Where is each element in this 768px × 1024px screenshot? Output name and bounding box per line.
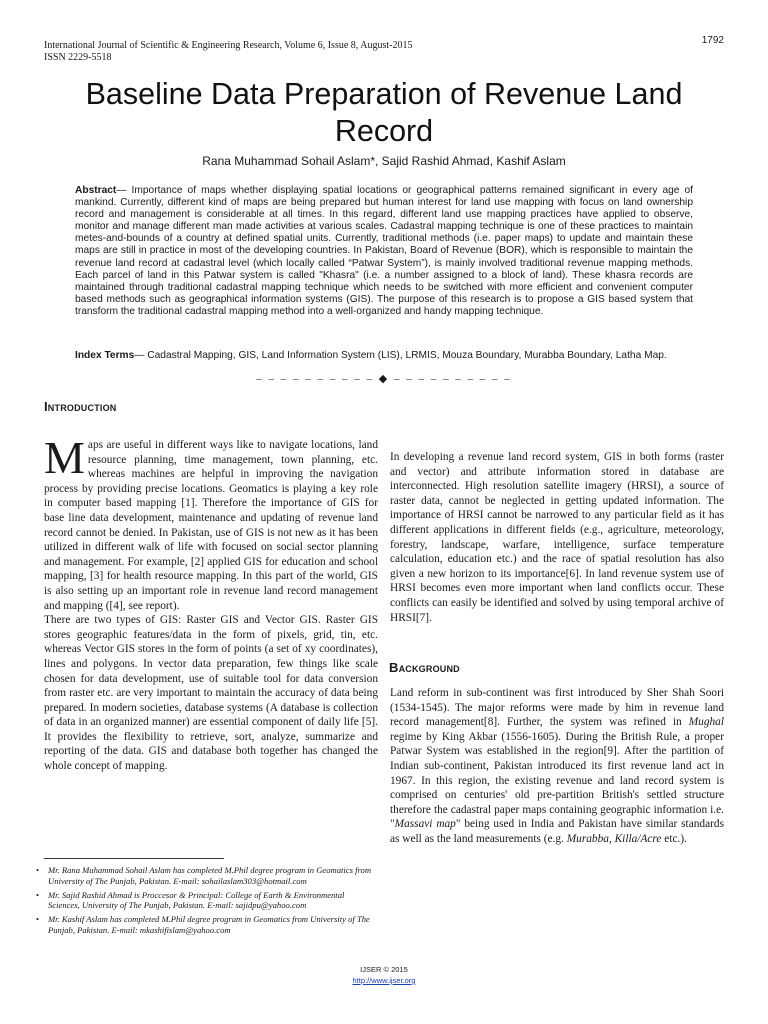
- index-terms: [75, 350, 693, 362]
- background-heading: Background: [389, 660, 460, 675]
- intro-paragraph-1: [44, 432, 378, 613]
- background-text-d: etc.).: [661, 832, 687, 845]
- background-term-massavi: Massavi map: [394, 818, 456, 831]
- footnote-item: • Mr. Sajid Rashid Ahmad is Proccesor & Principal: College of Earth & Environmental Sciences, University of The Punjab, Pakistan. E-mail: sajidpu@yahoo.com: [36, 890, 378, 912]
- background-body: [390, 686, 724, 847]
- footnote-rule: [44, 858, 224, 859]
- journal-url-link[interactable]: http://www.ijser.org: [352, 976, 416, 985]
- copyright: IJSER © 2015: [360, 965, 408, 974]
- background-text-c: " being used in India and Pakistan have similar standards as well as the land measurements (e.g.: [390, 818, 724, 845]
- journal-citation: International Journal of Scientific & Engineering Research, Volume 6, Issue 8, August-2015: [44, 40, 413, 51]
- page-number: 1792: [701, 35, 724, 46]
- abstract-text: — Importance of maps whether displaying spatial locations or geographical patterns remained significant in every age of mankind. Currently, different kind of maps are being prepared but human interest for land use mapping with focus on land ownership record and management is considerable at all times. In this regard, different land use mapping practices have applied to observe, monitor and manage different man made activities at various scales. Cadastral mapping technique is one of these practices to maintain metes-and-bounds of a country at defined spatial units. Currently, traditional methods (i.e. paper maps) to update and maintain these maps are still in practice in most of the developing countries. In Pakistan, Board of Revenue (BOR), which is responsible to maintain the revenue land record at cadastral level (which locally called “Patwar System”), is mainly involved traditional revenue mapping methods. Each parcel of land in this Patwar system is called "Khasra" (i.e. a number assigned to a block of land). These khasra records are maintained through traditional cadastral mapping technique which needs to be switched with more efficient and convenient computer based methods such as geographical information systems (GIS). The purpose of this research is to propose a GIS based system that transform the traditional cadastral mapping method into a well-organized and handy mapping technique.: [75, 185, 693, 317]
- background-term-units: Murabba, Killa/Acre: [566, 832, 662, 845]
- footnote-item: • Mr. Rana Muhammad Sohail Aslam has completed M.Phil degree program in Geomatics from University of The Punjab, Pakistan. E-mail: sohailaslam303@hotmail.com: [36, 865, 378, 887]
- section-divider: – – – – – – – – – – ◆ – – – – – – – – – –: [256, 373, 512, 385]
- footnotes: [36, 865, 378, 939]
- right-column-top: [390, 450, 724, 625]
- intro-paragraph-1-text: aps are useful in different ways like to navigate locations, land resource planning, time management, town planning, etc. whereas machines are helpful in improving the navigation process by providing precise locations. Geomatics is playing a key role in computer based mapping [1]. Therefore the importance of GIS for base line data development, maintenance and updating of revenue land record cannot be denied. In Pakistan, use of GIS is not new as it has been utilized in different walk of life with focused on social sector planning and management. For example, [2] applied GIS for education and school mapping, [3] for health resource mapping. In this part of the world, GIS is also setting up an important role in revenue land record management and mapping ([4], see report).: [44, 439, 378, 612]
- footnote-item: • Mr. Kashif Aslam has completed M.Phil degree program in Geomatics from University of The Punjab, Pakistan. E-mail: mkashifislam@yahoo.com: [36, 914, 378, 936]
- background-paragraph: [390, 686, 724, 847]
- abstract: [75, 185, 693, 318]
- abstract-label: Abstract: [75, 185, 117, 196]
- intro-paragraph-3: In developing a revenue land record system, GIS in both forms (raster and vector) and attribute information stored in database are interconnected. High resolution satellite imagery (HRSI), a source of raster data, cannot be neglected in getting updated information. The importance of HRSI cannot be narrowed to any particular field as it has different applications in different fields (e.g., agriculture, meteorology, forestry, landscape, warfare, intelligence, surface temperature calculation, education etc.) and the race of spatial resolution has also given a new horizon to its importance[6]. In land revenue system use of HRSI becomes even more important when land conflicts occur. These conflicts can easily be identified and solved by using temporal archive of HRSI[7].: [390, 451, 724, 624]
- issn: ISSN 2229-5518: [44, 52, 112, 63]
- author-list: Rana Muhammad Sohail Aslam*, Sajid Rashid Ahmad, Kashif Aslam: [202, 154, 566, 168]
- introduction-heading: Introduction: [44, 399, 117, 414]
- index-terms-text: — Cadastral Mapping, GIS, Land Information System (LIS), LRMIS, Mouza Boundary, Murabba Boundary, Latha Map.: [134, 350, 667, 361]
- dropcap: M: [44, 432, 85, 483]
- background-text-b: regime by King Akbar (1556-1605). During the British Rule, a proper Patwar System was established in the region[9]. After the partition of Indian sub-continent, Pakistan introduced its first revenue land act in 1967. In this region, the existing revenue and land record system is comprised on centuries' old pre-partition British's settled structure therefore the cadastral paper maps containing geographic information i.e. ": [390, 730, 724, 831]
- background-text-a: Land reform in sub-continent was first introduced by Sher Shah Soori (1534-1545). The major reforms were made by him in revenue land record management[8]. Further, the system was refined in: [390, 687, 724, 729]
- paper-title: Baseline Data Preparation of Revenue Land Record: [85, 77, 683, 148]
- left-column: [44, 432, 378, 774]
- background-term-mughal: Mughal: [688, 716, 724, 729]
- journal-header: [44, 40, 412, 64]
- index-terms-label: Index Terms: [75, 350, 135, 361]
- intro-paragraph-2: There are two types of GIS: Raster GIS and Vector GIS. Raster GIS stores geographic features/data in the form of pixels, grid, tin, etc. whereas Vector GIS stores in the form of points (a set of xy coordinates), lines and polygons. In vector data preparation, few things like scale chosen for data development, use of suitable tool for data conversion from raster etc. are very important to maintain the accuracy of data being prepared. In modern societies, database systems (A database is collection of data in an organized manner) are essential component of daily life [5]. It provides the flexibility to retrieve, sort, analyze, summarize and reporting of the data. GIS and database both together has changed the whole concept of mapping.: [44, 614, 378, 773]
